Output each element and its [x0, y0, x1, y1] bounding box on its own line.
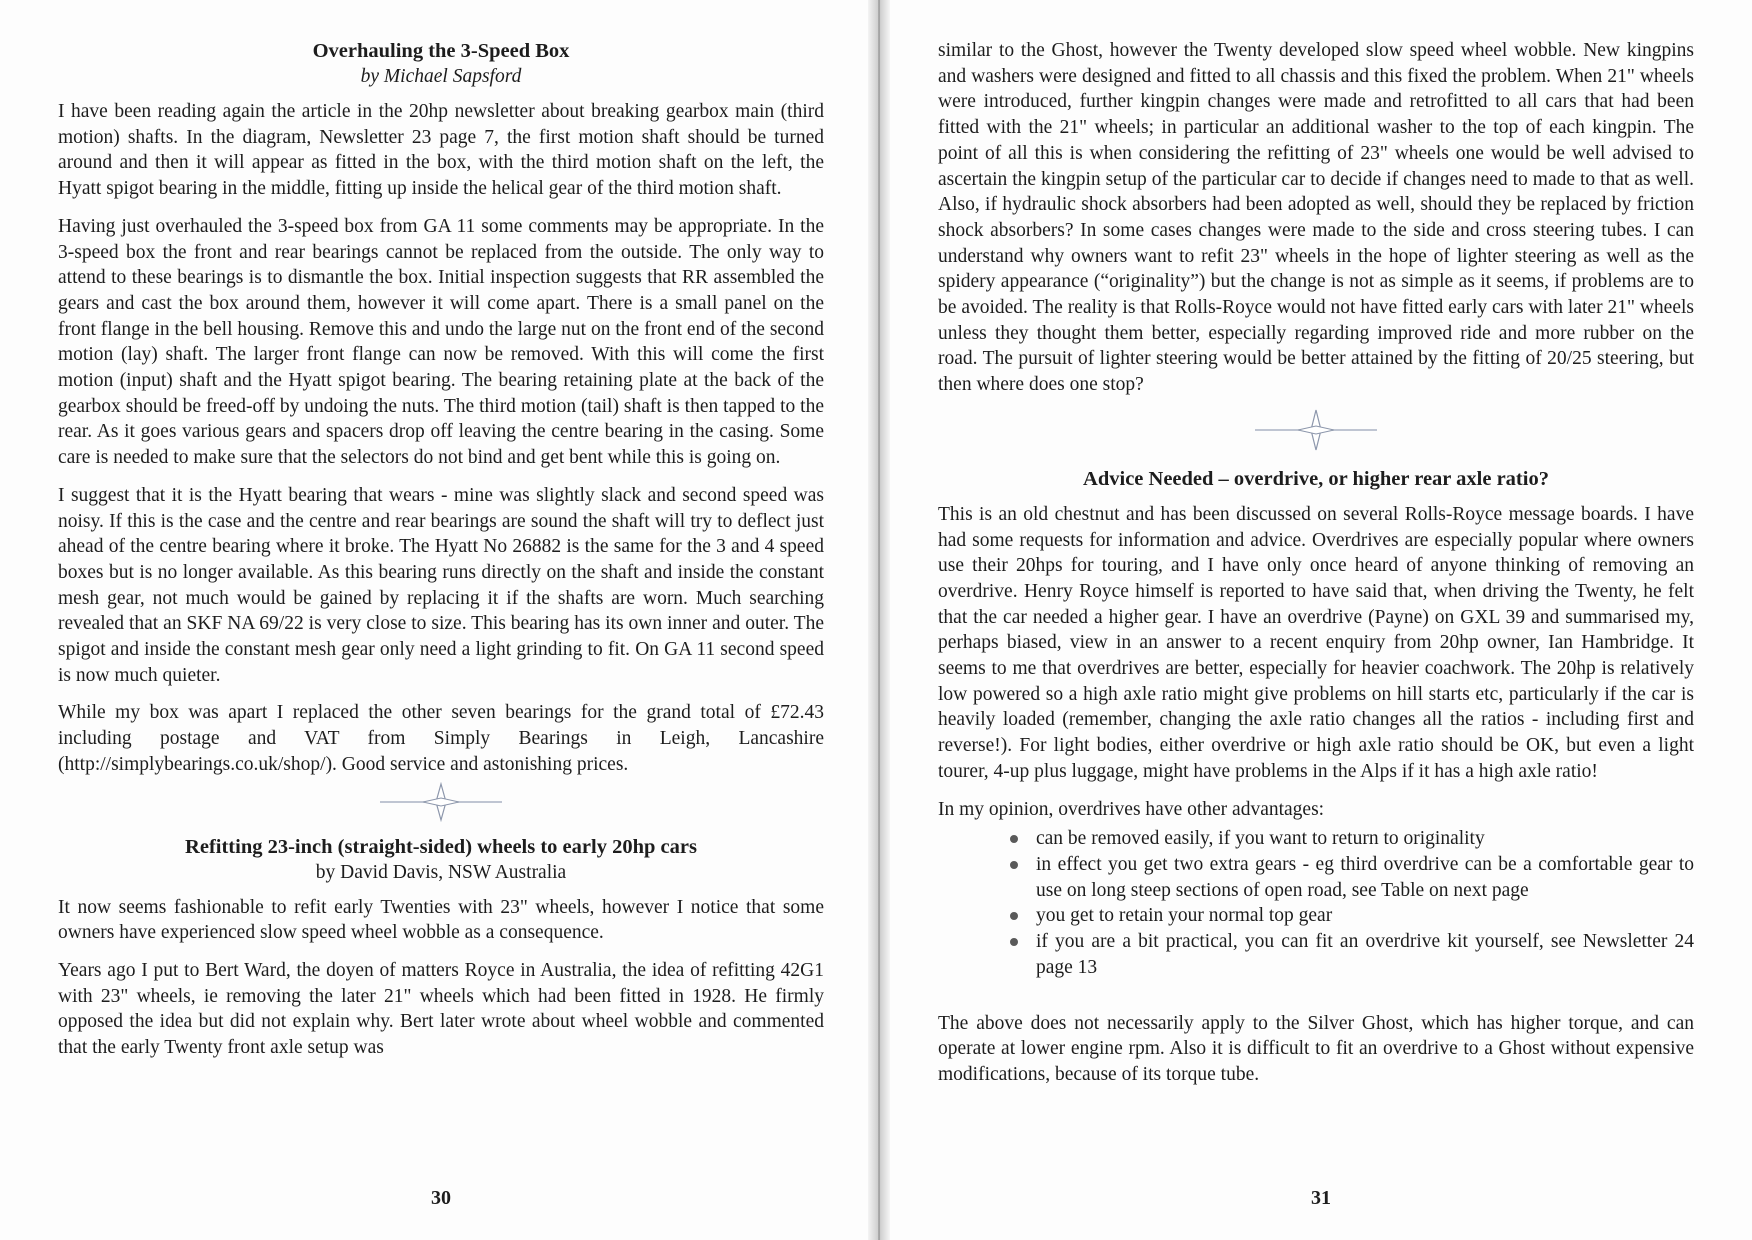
list-item: if you are a bit practical, you can fit an overdrive kit yourself, see Newsletter 24 page 13 [1010, 929, 1694, 980]
article-paragraph: similar to the Ghost, however the Twenty developed slow speed wheel wobble. New kingpins and washers were designed and fitted to all chassis and this fixed the problem. When 21" wheels were introduced, further kingpin changes were made and retrofitted to all cars that had been fitted with the 21" wheels; in particular an additional washer to the top of each kingpin. The point of all this is when considering the refitting of 23" wheels one would be well advised to ascertain the kingpin setup of the particular car to decide if changes need to made to that as well. Also, if hydraulic shock absorbers had been adopted as well, should they be replaced by friction shock absorbers? In some cases changes were made to the side and cross steering tubes. I can understand why owners want to refit 23" wheels in the hope of lighter steering as well as the spidery appearance (“originality”) but the change is not as simple as it seems, if problems are to be avoided. The reality is that Rolls-Royce would not have fitted early cars with later 21" wheels unless they thought them better, especially regarding improved ride and more rubber on the road. The pursuit of lighter steering would be better attained by the fitting of 20/25 steering, but then where does one stop? [938, 40, 1694, 396]
diamond-star-divider-icon [376, 782, 506, 822]
book-gutter [868, 0, 890, 1240]
article-overhauling-gearbox [58, 38, 824, 778]
article-paragraph: It now seems fashionable to refit early Twenties with 23" wheels, however I notice that some owners have experienced slow speed wheel wobble as a consequence. [58, 896, 824, 944]
list-item: in effect you get two extra gears - eg third overdrive can be a comfortable gear to use on long steep sections of open road, see Table on next page [1010, 852, 1694, 903]
advantages-list [938, 826, 1694, 980]
article-refitting-wheels [58, 834, 824, 1061]
left-page [0, 0, 868, 1240]
right-page [890, 0, 1752, 1240]
list-item: you get to retain your normal top gear [1010, 903, 1694, 929]
article-title: Advice Needed – overdrive, or higher rear axle ratio? [1083, 467, 1549, 490]
article-title: Refitting 23-inch (straight-sided) wheels to early 20hp cars [185, 835, 697, 858]
article-paragraph: I have been reading again the article in the 20hp newsletter about breaking gearbox main (third motion) shafts. In the diagram, Newsletter 23 page 7, the first motion shaft should be turned around and then it will appear as fitted in the box, with the third motion shaft on the left, the Hyatt spigot bearing in the middle, fitting up inside the helical gear of the third motion shaft. [58, 101, 824, 200]
article-advice-needed [938, 466, 1694, 1088]
article-paragraph: Having just overhauled the 3-speed box from GA 11 some comments may be appropriate. In the 3-speed box the front and rear bearings cannot be replaced from the outside. The only way to attend to these bearings is to dismantle the box. Initial inspection suggests that RR assembled the gears and cast the box around them, however it will come apart. There is a small panel on the front flange in the bell housing. Remove this and undo the large nut on the front end of the second motion (lay) shaft. The larger front flange can now be removed. With this will come the first motion (input) shaft and the Hyatt spigot bearing. The bearing retaining plate at the back of the gearbox should be freed-off by undoing the nuts. The third motion (tail) shaft is then tapped to the rear. As it goes various gears and spacers drop off leaving the centre bearing in the casing. Some care is needed to make sure that the selectors do not bind and get bent while this is going on. [58, 215, 824, 469]
article-paragraph: Years ago I put to Bert Ward, the doyen of matters Royce in Australia, the idea of refitting 42G1 with 23" wheels, ie removing the later 21" wheels which had been fitted in 1928. He firmly opposed the idea but did not explain why. Bert later wrote about wheel wobble and commented that the early Twenty front axle setup was [58, 959, 824, 1059]
article-title: Overhauling the 3-Speed Box [312, 40, 570, 62]
article-byline: by David Davis, NSW Australia [315, 861, 567, 883]
diamond-star-divider-icon [1251, 408, 1381, 452]
article-paragraph: In my opinion, overdrives have other advantages: [938, 798, 1325, 820]
article-paragraph: While my box was apart I replaced the other seven bearings for the grand total of £72.43 including postage and VAT from Simply Bearings in Leigh, Lancashire (http://simplybearings.co.uk/shop/). Good service and astonishing prices. [58, 702, 824, 775]
article-byline: by Michael Sapsford [360, 66, 522, 87]
page-number: 30 [431, 1187, 451, 1209]
article-paragraph: This is an old chestnut and has been discussed on several Rolls-Royce message boards. I have had some requests for information and advice. Overdrives are especially popular where owners use their 20hps for touring, and I have only once heard of anyone thinking of removing an overdrive. Henry Royce himself is reported to have said that, when driving the Twenty, he felt that the car needed a higher gear. I have an overdrive (Payne) on GXL 39 and summarised my, perhaps biased, view in an answer to a recent enquiry from 20hp owner, Ian Hambridge. It seems to me that overdrives are better, especially for heavier coachwork. The 20hp is relatively low powered so a high axle ratio might give problems on hill starts etc, particularly if the car is heavily loaded (remember, changing the axle ratio changes all the ratios - including first and reverse!). For light bodies, either overdrive or high axle ratio should be OK, but even a light tourer, 4-up plus luggage, might have problems in the Alps if it has a high axle ratio! [938, 503, 1694, 782]
article-refitting-wheels-continued [938, 38, 1694, 398]
page-number: 31 [1311, 1187, 1331, 1209]
article-paragraph: I suggest that it is the Hyatt bearing that wears - mine was slightly slack and second speed was noisy. If this is the case and the centre and rear bearings are sound the shaft will try to deflect just ahead of the centre bearing where it broke. The Hyatt No 26882 is the same for the 3 and 4 speed boxes but is no longer available. As this bearing runs directly on the shaft and inside the constant mesh gear, not much would be gained by replacing it if the shafts are worn. Much searching revealed that an SKF NA 69/22 is very close to size. This bearing has its own inner and outer. The spigot and inside the constant mesh gear only need a light grinding to fit. On GA 11 second speed is now much quieter. [58, 484, 824, 686]
list-item: can be removed easily, if you want to return to originality [1010, 826, 1694, 852]
article-paragraph: The above does not necessarily apply to the Silver Ghost, which has higher torque, and can operate at lower engine rpm. Also it is difficult to fit an overdrive to a Ghost without expensive modifications, because of its torque tube. [938, 1012, 1694, 1085]
